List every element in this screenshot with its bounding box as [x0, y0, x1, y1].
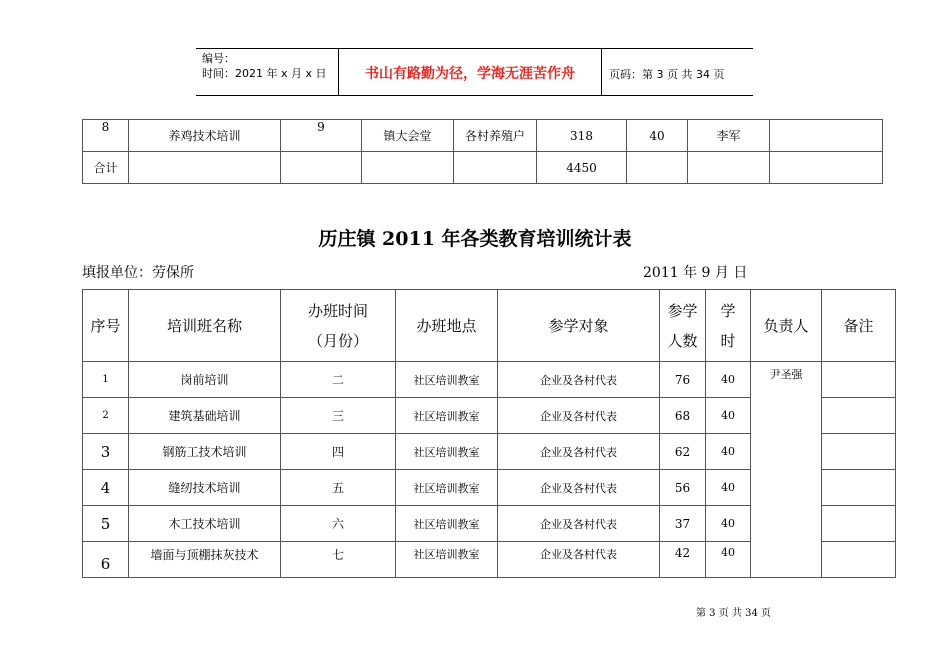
cell-hours: 40: [706, 470, 751, 506]
table-cell: [770, 120, 883, 152]
cell-note: [822, 434, 896, 470]
cell-target: 企业及各村代表: [498, 470, 660, 506]
table-cell: [362, 152, 454, 184]
header-owner: 负责人: [751, 290, 822, 362]
header-number: 编号：: [202, 52, 235, 65]
continuation-table: [82, 119, 883, 184]
cell-seq: 6: [83, 542, 129, 578]
cell-place: 社区培训教室: [396, 362, 498, 398]
table-cell: 合计: [83, 152, 129, 184]
cell-note: [822, 506, 896, 542]
cell-hours: 40: [706, 398, 751, 434]
cell-month: 四: [281, 434, 396, 470]
header-time-line2: （月份）: [307, 331, 368, 350]
header-divider: [601, 49, 602, 96]
table-cell: 40: [627, 120, 688, 152]
table-cell: 养鸡技术培训: [129, 120, 281, 152]
cell-seq: 1: [83, 362, 129, 398]
cell-month: 七: [281, 542, 396, 578]
cell-month: 六: [281, 506, 396, 542]
header-name: 培训班名称: [129, 290, 281, 362]
cell-seq: 4: [83, 470, 129, 506]
header-time: [281, 290, 396, 362]
table-cell: 8: [83, 120, 129, 152]
table-cell: 镇大会堂: [362, 120, 454, 152]
header-place: 办班地点: [396, 290, 498, 362]
cell-hours: 40: [706, 434, 751, 470]
table-cell: [688, 152, 770, 184]
cell-note: [822, 542, 896, 578]
header-time-line1: 办班时间: [307, 301, 368, 320]
cell-name: 缝纫技术培训: [129, 470, 281, 506]
header-seq: 序号: [83, 290, 129, 362]
cell-hours: 40: [706, 506, 751, 542]
fill-unit: 填报单位：劳保所: [82, 265, 194, 281]
cell-name: 岗前培训: [129, 362, 281, 398]
cell-count: 37: [660, 506, 706, 542]
cell-place: 社区培训教室: [396, 470, 498, 506]
table-row: [83, 362, 896, 398]
table-cell: [281, 152, 362, 184]
cell-count: 56: [660, 470, 706, 506]
cell-month: 五: [281, 470, 396, 506]
cell-count: 62: [660, 434, 706, 470]
cell-place: 社区培训教室: [396, 398, 498, 434]
cell-name: 钢筋工技术培训: [129, 434, 281, 470]
cell-name: 墙面与顶棚抹灰技术: [129, 542, 281, 578]
header-target: 参学对象: [498, 290, 660, 362]
cell-note: [822, 470, 896, 506]
cell-target: 企业及各村代表: [498, 434, 660, 470]
header-note: 备注: [822, 290, 896, 362]
cell-target: 企业及各村代表: [498, 362, 660, 398]
cell-target: 企业及各村代表: [498, 506, 660, 542]
cell-month: 三: [281, 398, 396, 434]
header-time: 时间：2021 年 x 月 x 日: [202, 67, 327, 80]
header-hours-line1: 学: [720, 301, 736, 320]
cell-name: 建筑基础培训: [129, 398, 281, 434]
cell-name: 木工技术培训: [129, 506, 281, 542]
table-cell: [770, 152, 883, 184]
cell-place: 社区培训教室: [396, 506, 498, 542]
page-footer: 第 3 页 共 34 页: [696, 608, 771, 619]
cell-seq: 5: [83, 506, 129, 542]
cell-target: 企业及各村代表: [498, 398, 660, 434]
header-hours: [706, 290, 751, 362]
page-header: [196, 48, 753, 96]
cell-note: [822, 362, 896, 398]
cell-target: 企业及各村代表: [498, 542, 660, 578]
table-row: [83, 120, 883, 152]
table-cell: 9: [281, 120, 362, 152]
cell-count: 68: [660, 398, 706, 434]
cell-hours: 40: [706, 542, 751, 578]
cell-place: 社区培训教室: [396, 542, 498, 578]
header-motto: 书山有路勤为径，学海无涯苦作舟: [365, 66, 575, 82]
table-cell: [627, 152, 688, 184]
header-count-line2: 人数: [667, 331, 698, 350]
header-meta: [202, 51, 327, 81]
table-header-row: [83, 290, 896, 362]
table-cell: 李军: [688, 120, 770, 152]
header-count-line1: 参学: [667, 301, 698, 320]
training-statistics-table: [82, 289, 896, 578]
header-page-number: 页码：第 3 页 共 34 页: [609, 68, 725, 81]
cell-count: 76: [660, 362, 706, 398]
cell-place: 社区培训教室: [396, 434, 498, 470]
header-hours-line2: 时: [720, 331, 736, 350]
table-cell: [129, 152, 281, 184]
table-cell: [454, 152, 537, 184]
table-cell: 318: [537, 120, 627, 152]
cell-month: 二: [281, 362, 396, 398]
cell-hours: 40: [706, 362, 751, 398]
table-cell: 4450: [537, 152, 627, 184]
table-cell: 各村养殖户: [454, 120, 537, 152]
cell-owner: 尹圣强: [751, 362, 822, 578]
cell-seq: 3: [83, 434, 129, 470]
cell-seq: 2: [83, 398, 129, 434]
header-count: [660, 290, 706, 362]
cell-count: 42: [660, 542, 706, 578]
cell-note: [822, 398, 896, 434]
document-title: 历庄镇 2011 年各类教育培训统计表: [318, 228, 632, 250]
table-row: [83, 152, 883, 184]
fill-date: 2011 年 9 月 日: [643, 265, 748, 281]
